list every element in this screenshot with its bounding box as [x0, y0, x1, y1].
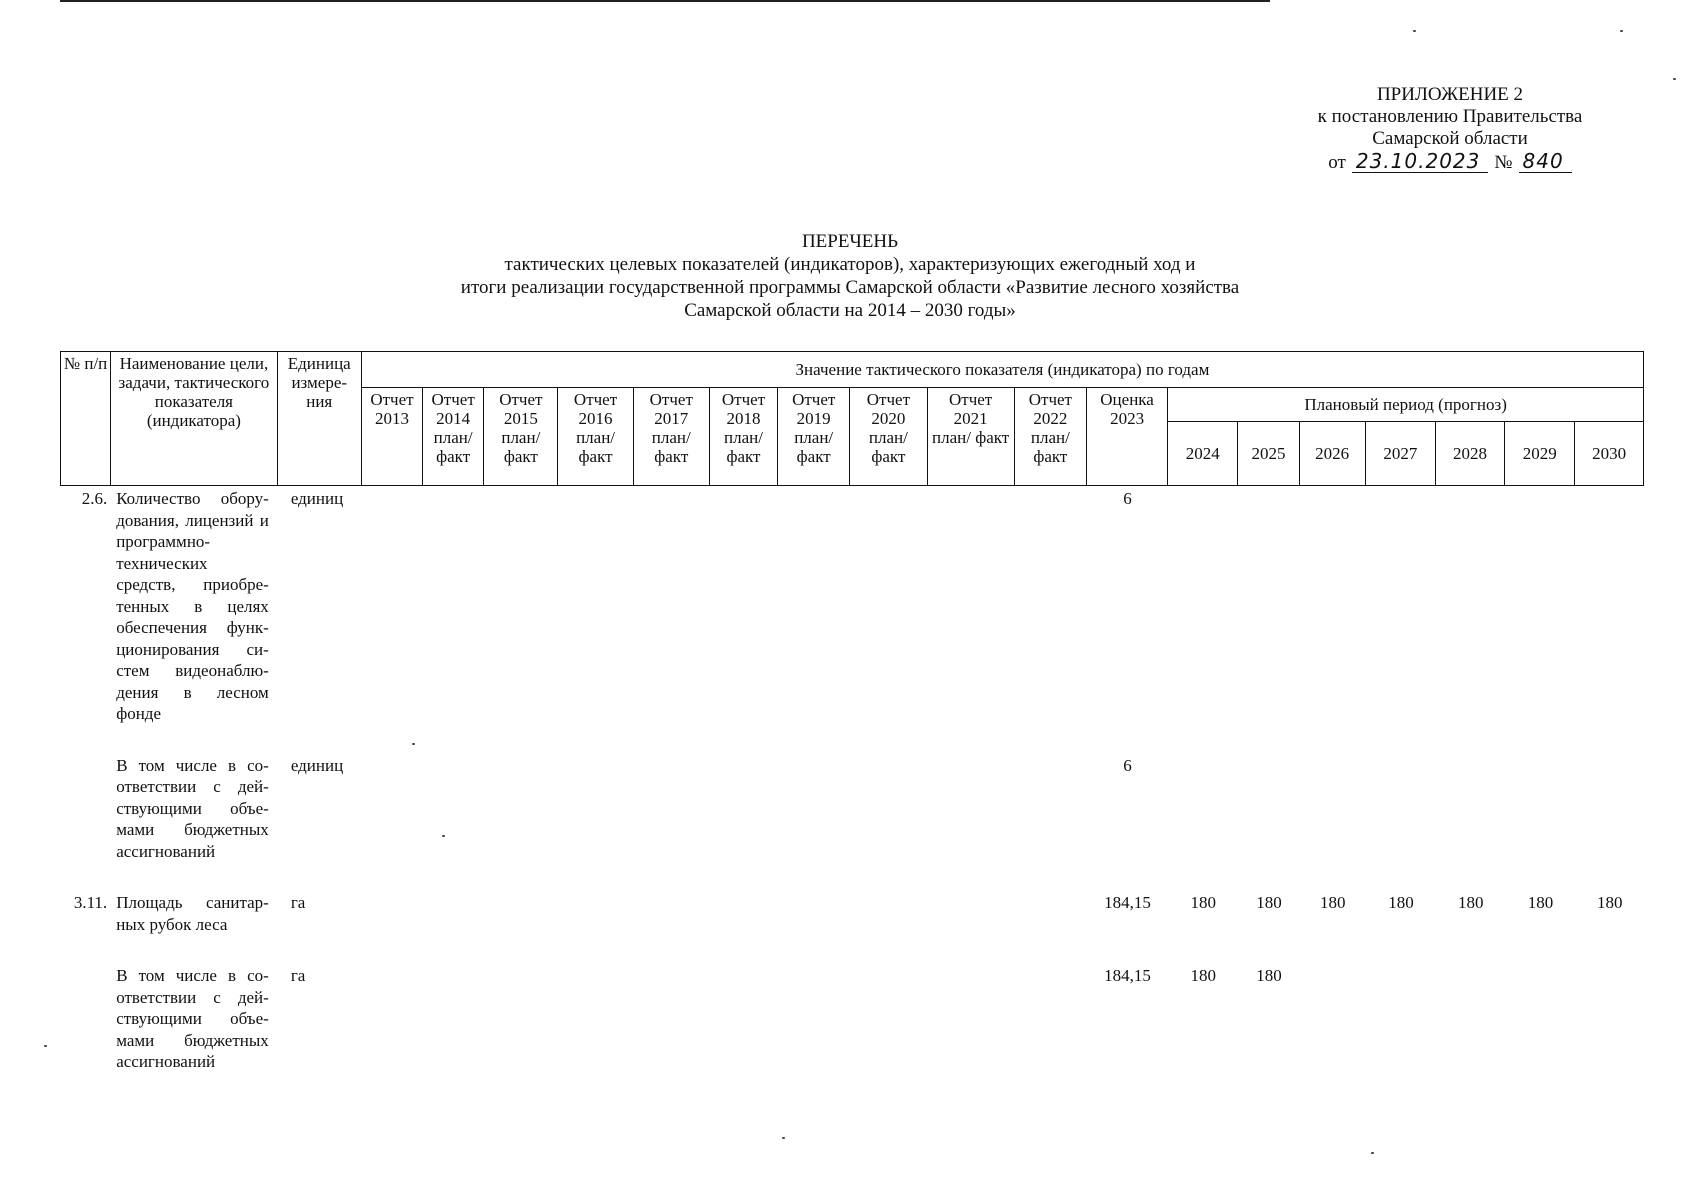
row-num: 2.6.	[81, 489, 108, 508]
scan-speck	[782, 1137, 785, 1139]
col-header-report-2018: Отчет 2018 план/ факт	[709, 388, 777, 486]
row-plan-2024	[1168, 488, 1238, 725]
col-header-plan-2028: 2028	[1435, 422, 1504, 486]
row-plan-2024	[1168, 755, 1238, 863]
row-plan-2026	[1300, 965, 1366, 1073]
date-prefix: от	[1328, 152, 1346, 173]
handwritten-number: 840	[1519, 150, 1572, 173]
row-plan-2028	[1436, 755, 1505, 863]
appendix-line-region: Самарской области	[1372, 128, 1528, 149]
appendix-date-row	[1270, 150, 1630, 174]
row-plan-2027: 180	[1388, 893, 1414, 912]
row-name: Количество обору-дования, лицензий и программно-технических средств, приобре-тенных в целях обеспечения функ-ционирования си-стем видеонаблю-дения в лесном фонде	[116, 489, 269, 723]
number-prefix: №	[1494, 152, 1513, 173]
scan-speck	[442, 835, 445, 837]
appendix-line-decree: к постановлению Правительства	[1317, 106, 1583, 127]
handwritten-date: 23.10.2023	[1352, 150, 1489, 173]
table-row	[60, 488, 1644, 725]
row-plan-2026: 180	[1319, 893, 1346, 912]
title-line-1: тактических целевых показателей (индикаторов), характеризующих ежегодный ход и	[504, 254, 1196, 275]
document-title	[230, 230, 1470, 322]
row-name: Площадь санитар-ных рубок леса	[116, 893, 269, 934]
row-name: В том числе в со-ответствии с дей-ствующими объе-мами бюджетных ассигнований	[116, 966, 269, 1071]
row-num: 3.11.	[73, 893, 108, 912]
scan-top-border	[60, 0, 1270, 2]
col-header-num: № п/п	[61, 352, 111, 486]
row-plan-2025: 180	[1256, 893, 1282, 912]
col-header-plan-2024: 2024	[1168, 422, 1238, 486]
title-line-2: итоги реализации государственной программы Самарской области «Развитие лесного хозяйства	[460, 277, 1240, 298]
row-plan-2027	[1366, 755, 1436, 863]
row-estimate: 6	[1123, 489, 1132, 508]
row-plan-2025: 180	[1256, 966, 1282, 985]
row-unit: га	[290, 893, 306, 912]
col-header-report-2017: Отчет 2017 план/ факт	[633, 388, 709, 486]
col-header-report-2020: Отчет 2020 план/ факт	[850, 388, 927, 486]
col-header-report-2021: Отчет 2021 план/ факт	[927, 388, 1014, 486]
col-header-values-group: Значение тактического показателя (индикатора) по годам	[361, 352, 1643, 388]
scan-speck	[412, 743, 415, 745]
row-plan-2030	[1576, 488, 1644, 725]
row-num	[60, 755, 110, 863]
col-header-estimate-2023: Оценка 2023	[1086, 388, 1167, 486]
row-plan-2029	[1505, 755, 1575, 863]
title-line-3: Самарской области на 2014 – 2030 годы»	[684, 300, 1016, 321]
row-name: В том числе в со-ответствии с дей-ствующими объе-мами бюджетных ассигнований	[116, 755, 269, 861]
scan-speck	[1371, 1152, 1374, 1154]
scan-speck	[1620, 30, 1623, 32]
col-header-plan-2029: 2029	[1505, 422, 1575, 486]
col-header-report-2014: Отчет 2014 план/ факт	[423, 388, 484, 486]
row-unit: единиц	[290, 489, 344, 508]
row-plan-2027	[1366, 488, 1436, 725]
row-plan-2024: 180	[1190, 893, 1216, 912]
appendix-title: ПРИЛОЖЕНИЕ 2	[1376, 84, 1524, 105]
row-plan-2028	[1436, 488, 1505, 725]
row-estimate: 184,15	[1104, 966, 1151, 985]
appendix-block	[1270, 84, 1630, 174]
col-header-unit: Единица измере-ния	[277, 352, 361, 486]
table-body	[60, 488, 1644, 1073]
row-plan-2024: 180	[1190, 966, 1216, 985]
col-header-report-2013: Отчет 2013	[361, 388, 422, 486]
row-plan-2026	[1300, 755, 1366, 863]
col-header-plan-2030: 2030	[1575, 422, 1644, 486]
row-estimate: 6	[1123, 755, 1132, 775]
col-header-report-2016: Отчет 2016 план/ факт	[558, 388, 633, 486]
row-plan-2028: 180	[1457, 893, 1484, 912]
col-header-plan-2026: 2026	[1299, 422, 1365, 486]
row-plan-2029	[1505, 488, 1575, 725]
table-row	[60, 892, 1644, 935]
row-unit: единиц	[290, 755, 344, 775]
row-plan-2027	[1366, 965, 1436, 1073]
col-header-name: Наименование цели, задачи, тактического показателя (индикатора)	[111, 352, 277, 486]
col-header-report-2015: Отчет 2015 план/ факт	[484, 388, 558, 486]
row-unit: га	[290, 966, 306, 985]
row-num	[60, 965, 110, 1073]
row-plan-2028	[1436, 965, 1505, 1073]
table-row	[60, 965, 1644, 1073]
col-header-plan-2025: 2025	[1238, 422, 1299, 486]
row-plan-2030	[1576, 755, 1644, 863]
col-header-report-2022: Отчет 2022 план/ факт	[1014, 388, 1086, 486]
table-row	[60, 755, 1644, 863]
row-plan-2026	[1300, 488, 1366, 725]
row-plan-2025	[1238, 755, 1299, 863]
row-plan-2030	[1576, 965, 1644, 1073]
scan-speck	[1413, 30, 1416, 32]
row-estimate: 184,15	[1104, 893, 1151, 912]
title-heading: ПЕРЕЧЕНЬ	[801, 231, 899, 252]
scan-speck	[1673, 78, 1676, 80]
row-plan-2029: 180	[1527, 893, 1554, 912]
table-header	[60, 351, 1644, 486]
row-plan-2030: 180	[1597, 893, 1623, 912]
col-header-plan-2027: 2027	[1365, 422, 1435, 486]
row-plan-2025	[1238, 488, 1299, 725]
scan-speck	[44, 1045, 47, 1047]
col-header-plan-group: Плановый период (прогноз)	[1168, 388, 1644, 422]
row-plan-2029	[1505, 965, 1575, 1073]
col-header-report-2019: Отчет 2019 план/ факт	[778, 388, 850, 486]
